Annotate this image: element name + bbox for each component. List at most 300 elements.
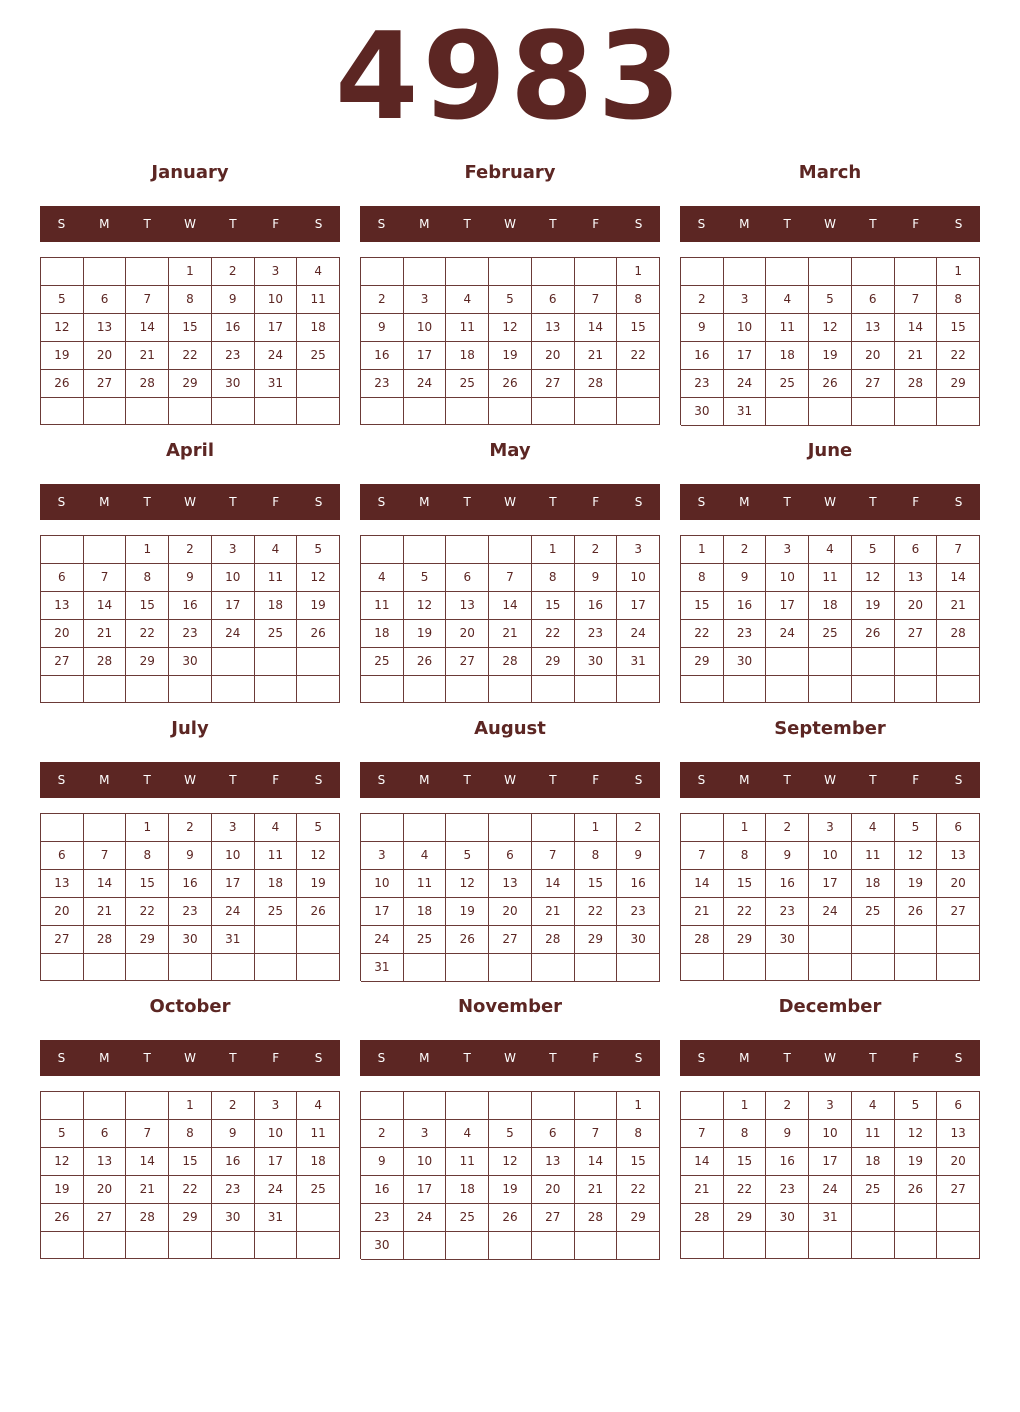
day-cell: 21 — [681, 1176, 724, 1204]
day-cell: 13 — [532, 314, 575, 342]
day-cell — [489, 814, 532, 842]
day-cell: 15 — [617, 1148, 660, 1176]
day-cell: 25 — [255, 620, 298, 648]
weekday-label: F — [592, 217, 600, 231]
day-cell — [446, 398, 489, 425]
day-cell — [446, 954, 489, 982]
day-cell: 25 — [852, 898, 895, 926]
weekday-label: T — [869, 495, 877, 509]
day-cell: 28 — [489, 648, 532, 676]
day-cell: 26 — [852, 620, 895, 648]
weekday-label: T — [463, 1051, 471, 1065]
day-cell: 13 — [84, 1148, 127, 1176]
day-cell: 13 — [895, 564, 938, 592]
day-cell: 17 — [724, 342, 767, 370]
day-cell: 2 — [766, 1092, 809, 1120]
weekday-label: F — [272, 495, 280, 509]
day-cell: 22 — [169, 1176, 212, 1204]
weekday-label: S — [377, 495, 386, 509]
day-cell — [255, 398, 298, 425]
day-cell — [852, 1232, 895, 1259]
day-cell: 29 — [617, 1204, 660, 1232]
day-cell — [212, 954, 255, 981]
day-cell: 22 — [937, 342, 980, 370]
day-cell: 21 — [681, 898, 724, 926]
day-cell — [41, 1092, 84, 1120]
day-cell — [895, 258, 938, 286]
weekday-label: T — [549, 217, 557, 231]
day-cell — [937, 1232, 980, 1259]
day-cell — [895, 1204, 938, 1232]
day-cell: 18 — [446, 1176, 489, 1204]
day-cell: 17 — [361, 898, 404, 926]
day-cell: 4 — [446, 286, 489, 314]
weekday-label: W — [184, 217, 196, 231]
day-cell: 14 — [937, 564, 980, 592]
day-cell — [766, 1232, 809, 1259]
day-cell: 24 — [255, 342, 298, 370]
day-cell: 12 — [41, 314, 84, 342]
day-cell: 7 — [575, 1120, 618, 1148]
day-cell: 22 — [126, 898, 169, 926]
day-cell: 1 — [575, 814, 618, 842]
day-cell: 16 — [766, 1148, 809, 1176]
day-cell — [852, 1204, 895, 1232]
weekday-label: W — [824, 217, 836, 231]
day-cell — [852, 258, 895, 286]
day-cell: 3 — [212, 814, 255, 842]
day-cell: 14 — [575, 1148, 618, 1176]
day-cell — [937, 398, 980, 426]
day-cell: 3 — [809, 1092, 852, 1120]
day-cell: 5 — [809, 286, 852, 314]
day-cell — [255, 1232, 298, 1259]
month-name: April — [165, 440, 215, 461]
day-cell: 27 — [532, 1204, 575, 1232]
month-name: June — [807, 440, 853, 461]
day-cell: 29 — [681, 648, 724, 676]
weekday-label: M — [419, 217, 430, 231]
day-cell — [361, 676, 404, 703]
day-cell: 10 — [724, 314, 767, 342]
day-cell — [575, 258, 618, 286]
day-cell: 17 — [212, 870, 255, 898]
day-cell: 13 — [852, 314, 895, 342]
day-cell: 24 — [212, 620, 255, 648]
day-cell — [766, 398, 809, 426]
day-cell: 30 — [575, 648, 618, 676]
day-cell: 28 — [575, 1204, 618, 1232]
day-cell: 18 — [255, 870, 298, 898]
day-cell: 7 — [895, 286, 938, 314]
day-cell — [575, 398, 618, 425]
day-cell — [446, 258, 489, 286]
day-cell — [84, 1232, 127, 1259]
day-cell — [852, 676, 895, 703]
day-cell: 4 — [446, 1120, 489, 1148]
day-cell — [681, 676, 724, 703]
day-cell: 25 — [446, 370, 489, 398]
day-cell: 6 — [895, 536, 938, 564]
day-cell: 28 — [681, 926, 724, 954]
day-cell: 1 — [937, 258, 980, 286]
day-cell: 12 — [895, 1120, 938, 1148]
weekday-label: T — [229, 217, 237, 231]
weekday-header — [360, 1040, 660, 1076]
day-cell — [84, 258, 127, 286]
day-cell: 29 — [126, 926, 169, 954]
day-cell: 31 — [617, 648, 660, 676]
day-cell: 18 — [404, 898, 447, 926]
weekday-label: W — [184, 1051, 196, 1065]
day-grid — [680, 257, 980, 425]
day-cell: 11 — [255, 564, 298, 592]
day-cell — [895, 676, 938, 703]
day-cell — [255, 954, 298, 981]
day-cell: 10 — [212, 564, 255, 592]
day-cell: 23 — [766, 1176, 809, 1204]
day-cell: 4 — [297, 258, 340, 286]
day-cell: 2 — [617, 814, 660, 842]
day-cell: 13 — [532, 1148, 575, 1176]
day-cell — [41, 676, 84, 703]
day-cell: 26 — [489, 370, 532, 398]
weekday-label: M — [739, 495, 750, 509]
month-name: August — [474, 718, 546, 739]
day-cell — [895, 398, 938, 426]
weekday-label: F — [272, 217, 280, 231]
day-cell: 21 — [532, 898, 575, 926]
day-cell — [681, 954, 724, 981]
day-cell — [297, 1232, 340, 1259]
day-cell: 28 — [84, 926, 127, 954]
day-cell: 20 — [895, 592, 938, 620]
day-cell — [404, 814, 447, 842]
day-cell — [126, 398, 169, 425]
day-cell — [212, 398, 255, 425]
weekday-label: S — [634, 495, 643, 509]
day-cell: 5 — [297, 814, 340, 842]
day-cell: 18 — [766, 342, 809, 370]
day-cell — [255, 676, 298, 703]
day-cell: 29 — [724, 926, 767, 954]
weekday-label: M — [99, 773, 110, 787]
day-cell: 24 — [809, 898, 852, 926]
day-cell: 12 — [41, 1148, 84, 1176]
day-cell — [41, 1232, 84, 1259]
day-cell — [446, 814, 489, 842]
day-cell: 9 — [212, 286, 255, 314]
day-cell: 31 — [361, 954, 404, 982]
day-cell: 22 — [169, 342, 212, 370]
day-cell: 9 — [681, 314, 724, 342]
day-cell: 27 — [489, 926, 532, 954]
weekday-label: W — [504, 773, 516, 787]
day-cell — [937, 648, 980, 676]
day-cell: 7 — [126, 1120, 169, 1148]
weekday-label: M — [419, 773, 430, 787]
day-cell: 27 — [41, 926, 84, 954]
day-cell: 28 — [126, 1204, 169, 1232]
weekday-header — [680, 1040, 980, 1076]
day-grid — [360, 813, 660, 981]
weekday-label: T — [869, 773, 877, 787]
day-cell: 5 — [489, 1120, 532, 1148]
day-cell — [766, 258, 809, 286]
day-cell — [41, 398, 84, 425]
day-cell: 13 — [937, 842, 980, 870]
day-cell: 16 — [169, 870, 212, 898]
day-cell: 1 — [617, 258, 660, 286]
day-cell — [126, 676, 169, 703]
day-cell: 5 — [41, 286, 84, 314]
month-name: January — [151, 162, 229, 183]
day-cell: 10 — [809, 1120, 852, 1148]
day-cell — [446, 1092, 489, 1120]
day-cell: 12 — [446, 870, 489, 898]
day-cell: 4 — [255, 536, 298, 564]
day-cell: 8 — [532, 564, 575, 592]
day-cell: 20 — [41, 620, 84, 648]
day-cell — [126, 258, 169, 286]
day-cell — [724, 954, 767, 981]
weekday-label: W — [824, 1051, 836, 1065]
day-cell — [809, 926, 852, 954]
weekday-label: T — [549, 773, 557, 787]
day-cell: 20 — [532, 1176, 575, 1204]
day-cell: 10 — [404, 314, 447, 342]
day-cell — [617, 676, 660, 703]
day-cell — [937, 1204, 980, 1232]
day-cell: 16 — [212, 314, 255, 342]
day-cell — [361, 536, 404, 564]
day-cell: 24 — [724, 370, 767, 398]
day-cell: 6 — [937, 1092, 980, 1120]
day-cell: 29 — [169, 370, 212, 398]
day-cell: 20 — [446, 620, 489, 648]
day-cell: 21 — [489, 620, 532, 648]
day-cell — [681, 1232, 724, 1259]
day-cell: 14 — [84, 870, 127, 898]
month-name: October — [149, 996, 231, 1017]
day-grid — [360, 257, 660, 425]
day-cell: 19 — [297, 592, 340, 620]
day-cell — [575, 1232, 618, 1260]
day-cell: 25 — [852, 1176, 895, 1204]
day-cell: 1 — [126, 536, 169, 564]
day-cell — [126, 1232, 169, 1259]
day-cell — [724, 258, 767, 286]
day-grid — [40, 1091, 340, 1259]
day-cell: 12 — [489, 1148, 532, 1176]
day-cell: 2 — [169, 536, 212, 564]
day-cell: 23 — [766, 898, 809, 926]
day-cell: 15 — [169, 1148, 212, 1176]
day-cell: 23 — [169, 898, 212, 926]
day-cell: 28 — [84, 648, 127, 676]
month-name: May — [489, 440, 531, 461]
day-cell: 29 — [575, 926, 618, 954]
day-cell: 8 — [126, 842, 169, 870]
day-cell — [404, 258, 447, 286]
day-cell: 13 — [84, 314, 127, 342]
weekday-label: T — [869, 1051, 877, 1065]
day-cell: 15 — [681, 592, 724, 620]
day-cell: 21 — [575, 1176, 618, 1204]
day-cell — [724, 1232, 767, 1259]
day-cell: 31 — [809, 1204, 852, 1232]
day-cell: 28 — [126, 370, 169, 398]
day-cell: 9 — [169, 564, 212, 592]
day-cell — [297, 648, 340, 676]
day-cell: 8 — [724, 1120, 767, 1148]
weekday-label: F — [592, 495, 600, 509]
weekday-label: T — [143, 495, 151, 509]
day-cell: 23 — [617, 898, 660, 926]
weekday-label: F — [912, 773, 920, 787]
day-cell — [84, 954, 127, 981]
weekday-label: S — [314, 773, 323, 787]
day-cell — [446, 536, 489, 564]
day-cell: 3 — [617, 536, 660, 564]
day-cell — [766, 954, 809, 981]
day-cell: 15 — [724, 1148, 767, 1176]
day-cell: 25 — [297, 342, 340, 370]
weekday-label: S — [697, 1051, 706, 1065]
day-cell: 1 — [617, 1092, 660, 1120]
day-cell: 25 — [255, 898, 298, 926]
day-cell: 6 — [446, 564, 489, 592]
day-cell: 16 — [681, 342, 724, 370]
day-cell: 27 — [852, 370, 895, 398]
day-cell: 15 — [724, 870, 767, 898]
day-cell: 2 — [724, 536, 767, 564]
day-cell: 19 — [489, 342, 532, 370]
day-cell: 27 — [937, 1176, 980, 1204]
day-cell: 26 — [297, 898, 340, 926]
day-cell: 10 — [809, 842, 852, 870]
day-cell: 20 — [937, 1148, 980, 1176]
weekday-label: W — [504, 495, 516, 509]
day-cell: 10 — [766, 564, 809, 592]
day-cell: 8 — [169, 1120, 212, 1148]
weekday-label: W — [504, 217, 516, 231]
weekday-label: S — [377, 217, 386, 231]
day-cell — [84, 536, 127, 564]
day-cell — [852, 648, 895, 676]
day-cell — [852, 926, 895, 954]
day-cell: 23 — [212, 342, 255, 370]
day-cell — [809, 648, 852, 676]
day-cell: 24 — [212, 898, 255, 926]
day-cell — [617, 370, 660, 398]
day-cell: 16 — [361, 1176, 404, 1204]
weekday-label: F — [592, 773, 600, 787]
day-cell: 5 — [852, 536, 895, 564]
day-cell — [681, 258, 724, 286]
day-cell: 17 — [255, 314, 298, 342]
weekday-label: F — [912, 495, 920, 509]
day-cell — [809, 1232, 852, 1259]
day-cell — [84, 398, 127, 425]
day-cell: 14 — [681, 1148, 724, 1176]
weekday-label: M — [739, 1051, 750, 1065]
day-cell — [489, 258, 532, 286]
day-cell: 30 — [766, 926, 809, 954]
day-cell: 1 — [169, 1092, 212, 1120]
day-cell: 1 — [724, 814, 767, 842]
day-cell: 20 — [937, 870, 980, 898]
day-cell — [41, 814, 84, 842]
day-cell: 15 — [937, 314, 980, 342]
day-cell: 26 — [446, 926, 489, 954]
day-cell — [41, 954, 84, 981]
day-cell: 5 — [404, 564, 447, 592]
day-cell: 20 — [532, 342, 575, 370]
day-cell: 22 — [575, 898, 618, 926]
day-cell: 29 — [126, 648, 169, 676]
day-cell: 23 — [724, 620, 767, 648]
day-cell — [404, 676, 447, 703]
day-cell: 6 — [532, 286, 575, 314]
weekday-label: T — [549, 1051, 557, 1065]
day-cell: 2 — [212, 258, 255, 286]
day-cell: 21 — [937, 592, 980, 620]
day-cell — [532, 814, 575, 842]
day-cell: 9 — [212, 1120, 255, 1148]
day-cell: 11 — [809, 564, 852, 592]
day-cell: 14 — [84, 592, 127, 620]
day-cell: 28 — [681, 1204, 724, 1232]
weekday-label: F — [592, 1051, 600, 1065]
day-cell: 28 — [895, 370, 938, 398]
weekday-label: S — [954, 1051, 963, 1065]
day-cell: 22 — [617, 342, 660, 370]
day-cell: 6 — [84, 286, 127, 314]
day-cell — [937, 926, 980, 954]
weekday-label: M — [419, 495, 430, 509]
day-cell — [212, 1232, 255, 1259]
weekday-label: F — [272, 1051, 280, 1065]
day-cell: 31 — [255, 1204, 298, 1232]
day-cell: 4 — [766, 286, 809, 314]
day-cell: 16 — [766, 870, 809, 898]
day-cell: 16 — [169, 592, 212, 620]
day-cell: 12 — [852, 564, 895, 592]
day-grid — [40, 535, 340, 703]
day-cell: 23 — [575, 620, 618, 648]
day-cell: 20 — [84, 342, 127, 370]
day-cell: 21 — [575, 342, 618, 370]
day-cell: 7 — [84, 842, 127, 870]
weekday-label: S — [954, 217, 963, 231]
day-cell: 22 — [724, 898, 767, 926]
day-cell: 25 — [361, 648, 404, 676]
day-cell: 11 — [297, 286, 340, 314]
day-cell: 19 — [41, 1176, 84, 1204]
day-cell: 3 — [766, 536, 809, 564]
weekday-label: T — [783, 217, 791, 231]
day-cell: 3 — [404, 286, 447, 314]
day-cell: 18 — [297, 314, 340, 342]
day-cell: 31 — [255, 370, 298, 398]
day-cell: 11 — [766, 314, 809, 342]
day-cell — [724, 676, 767, 703]
day-cell — [297, 1204, 340, 1232]
weekday-label: S — [634, 217, 643, 231]
day-cell: 23 — [212, 1176, 255, 1204]
day-cell: 10 — [255, 1120, 298, 1148]
